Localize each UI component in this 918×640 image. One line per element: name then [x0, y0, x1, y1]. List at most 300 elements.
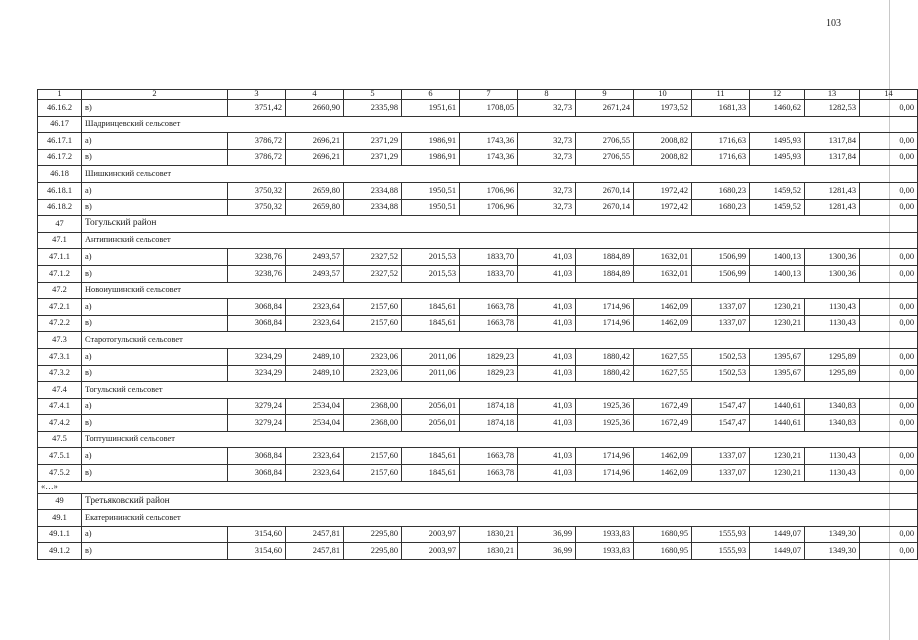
value-cell: 2323,64 [286, 465, 344, 482]
value-cell: 32,73 [518, 199, 576, 216]
row-label: а) [82, 526, 228, 543]
value-cell: 3068,84 [228, 465, 286, 482]
value-cell: 2493,57 [286, 265, 344, 282]
value-cell: 2696,21 [286, 133, 344, 150]
value-cell: 1300,36 [805, 249, 860, 266]
value-cell: 1680,23 [692, 182, 750, 199]
value-cell: 2056,01 [402, 415, 460, 432]
value-cell: 1295,89 [805, 365, 860, 382]
value-cell: 2157,60 [344, 465, 402, 482]
row-label: в) [82, 199, 228, 216]
row-label: в) [82, 265, 228, 282]
row-code: 47.4.1 [38, 398, 82, 415]
value-cell: 2008,82 [634, 149, 692, 166]
row-code: 49.1 [38, 510, 82, 527]
table-row [38, 199, 918, 216]
row-code: 46.17.2 [38, 149, 82, 166]
value-cell: 1925,36 [576, 398, 634, 415]
table-row [38, 182, 918, 199]
row-code: 46.18 [38, 166, 82, 183]
value-cell: 1130,43 [805, 465, 860, 482]
value-cell: 1506,99 [692, 265, 750, 282]
value-cell: 2334,88 [344, 182, 402, 199]
value-cell: 2671,24 [576, 100, 634, 117]
value-cell: 3279,24 [228, 398, 286, 415]
value-cell: 0,00 [860, 465, 918, 482]
value-cell: 2659,80 [286, 199, 344, 216]
value-cell: 1716,63 [692, 149, 750, 166]
value-cell: 1874,18 [460, 415, 518, 432]
value-cell: 1627,55 [634, 348, 692, 365]
table-row [38, 265, 918, 282]
value-cell: 0,00 [860, 398, 918, 415]
value-cell: 2457,81 [286, 526, 344, 543]
value-cell: 1337,07 [692, 299, 750, 316]
row-label: в) [82, 465, 228, 482]
value-cell: 1440,61 [750, 415, 805, 432]
row-label: в) [82, 100, 228, 117]
value-cell: 2670,14 [576, 199, 634, 216]
value-cell: 1973,52 [634, 100, 692, 117]
value-cell: 2157,60 [344, 315, 402, 332]
value-cell: 3068,84 [228, 315, 286, 332]
value-cell: 1880,42 [576, 365, 634, 382]
header-cell: 11 [692, 90, 750, 100]
header-cell: 1 [38, 90, 82, 100]
ellipsis-row [38, 481, 918, 493]
value-cell: 1627,55 [634, 365, 692, 382]
section-row [38, 510, 918, 527]
value-cell: 1230,21 [750, 299, 805, 316]
header-cell: 3 [228, 90, 286, 100]
value-cell: 1502,53 [692, 365, 750, 382]
value-cell: 0,00 [860, 448, 918, 465]
value-cell: 1830,21 [460, 543, 518, 560]
value-cell: 32,73 [518, 100, 576, 117]
value-cell: 1502,53 [692, 348, 750, 365]
value-cell: 1933,83 [576, 543, 634, 560]
row-code: 47.3.2 [38, 365, 82, 382]
value-cell: 1829,23 [460, 365, 518, 382]
value-cell: 2670,14 [576, 182, 634, 199]
row-code: 47.1.1 [38, 249, 82, 266]
value-cell: 41,03 [518, 365, 576, 382]
value-cell: 0,00 [860, 100, 918, 117]
value-cell: 1663,78 [460, 448, 518, 465]
value-cell: 3238,76 [228, 249, 286, 266]
table-row [38, 133, 918, 150]
value-cell: 3234,29 [228, 348, 286, 365]
value-cell: 0,00 [860, 299, 918, 316]
value-cell: 1829,23 [460, 348, 518, 365]
table-row [38, 398, 918, 415]
value-cell: 2706,55 [576, 149, 634, 166]
value-cell: 0,00 [860, 149, 918, 166]
value-cell: 1933,83 [576, 526, 634, 543]
table-row [38, 149, 918, 166]
value-cell: 1663,78 [460, 315, 518, 332]
value-cell: 2295,80 [344, 543, 402, 560]
value-cell: 41,03 [518, 398, 576, 415]
header-cell: 5 [344, 90, 402, 100]
value-cell: 2003,97 [402, 543, 460, 560]
value-cell: 2489,10 [286, 348, 344, 365]
header-cell: 4 [286, 90, 344, 100]
value-cell: 1986,91 [402, 133, 460, 150]
value-cell: 2371,29 [344, 133, 402, 150]
value-cell: 1845,61 [402, 315, 460, 332]
value-cell: 1337,07 [692, 448, 750, 465]
row-code: 47.1.2 [38, 265, 82, 282]
value-cell: 3786,72 [228, 149, 286, 166]
value-cell: 1830,21 [460, 526, 518, 543]
value-cell: 1460,62 [750, 100, 805, 117]
header-cell: 8 [518, 90, 576, 100]
value-cell: 41,03 [518, 315, 576, 332]
district-row [38, 216, 918, 233]
value-cell: 0,00 [860, 182, 918, 199]
row-label: а) [82, 348, 228, 365]
row-label: а) [82, 398, 228, 415]
value-cell: 1884,89 [576, 249, 634, 266]
row-label: в) [82, 415, 228, 432]
table-row [38, 448, 918, 465]
header-cell: 13 [805, 90, 860, 100]
value-cell: 1925,36 [576, 415, 634, 432]
value-cell: 1845,61 [402, 448, 460, 465]
value-cell: 2323,64 [286, 448, 344, 465]
header-cell: 10 [634, 90, 692, 100]
value-cell: 1672,49 [634, 398, 692, 415]
value-cell: 1708,05 [460, 100, 518, 117]
section-name: Екатерининский сельсовет [82, 510, 918, 527]
section-name: Шадринцевский сельсовет [82, 116, 918, 133]
value-cell: 3154,60 [228, 526, 286, 543]
value-cell: 3279,24 [228, 415, 286, 432]
row-code: 47.5.1 [38, 448, 82, 465]
value-cell: 2696,21 [286, 149, 344, 166]
value-cell: 3750,32 [228, 182, 286, 199]
value-cell: 1706,96 [460, 199, 518, 216]
value-cell: 1972,42 [634, 182, 692, 199]
value-cell: 1743,36 [460, 149, 518, 166]
section-name: Тогульский сельсовет [82, 382, 918, 399]
value-cell: 1950,51 [402, 199, 460, 216]
value-cell: 1130,43 [805, 448, 860, 465]
value-cell: 1833,70 [460, 249, 518, 266]
value-cell: 2534,04 [286, 398, 344, 415]
table-row [38, 249, 918, 266]
header-cell: 12 [750, 90, 805, 100]
value-cell: 36,99 [518, 526, 576, 543]
value-cell: 2015,53 [402, 249, 460, 266]
value-cell: 1743,36 [460, 133, 518, 150]
header-cell: 14 [860, 90, 918, 100]
value-cell: 2056,01 [402, 398, 460, 415]
page-number: 103 [826, 18, 841, 29]
row-code: 46.18.2 [38, 199, 82, 216]
value-cell: 3154,60 [228, 543, 286, 560]
value-cell: 1884,89 [576, 265, 634, 282]
value-cell: 1281,43 [805, 199, 860, 216]
section-name: Старотогульский сельсовет [82, 332, 918, 349]
value-cell: 1547,47 [692, 398, 750, 415]
value-cell: 3068,84 [228, 448, 286, 465]
value-cell: 2157,60 [344, 448, 402, 465]
value-cell: 1681,33 [692, 100, 750, 117]
value-cell: 2327,52 [344, 249, 402, 266]
row-code: 46.17 [38, 116, 82, 133]
table-row [38, 100, 918, 117]
section-name: Шишкинский сельсовет [82, 166, 918, 183]
value-cell: 1663,78 [460, 465, 518, 482]
value-cell: 32,73 [518, 149, 576, 166]
row-code: 49.1.2 [38, 543, 82, 560]
value-cell: 1130,43 [805, 315, 860, 332]
value-cell: 1462,09 [634, 465, 692, 482]
value-cell: 1459,52 [750, 199, 805, 216]
value-cell: 1300,36 [805, 265, 860, 282]
section-name: Топтушинский сельсовет [82, 431, 918, 448]
value-cell: 1555,93 [692, 543, 750, 560]
value-cell: 2457,81 [286, 543, 344, 560]
section-row [38, 431, 918, 448]
row-code: 46.18.1 [38, 182, 82, 199]
value-cell: 0,00 [860, 315, 918, 332]
section-row [38, 332, 918, 349]
value-cell: 0,00 [860, 199, 918, 216]
value-cell: 1440,61 [750, 398, 805, 415]
value-cell: 2660,90 [286, 100, 344, 117]
value-cell: 1337,07 [692, 465, 750, 482]
header-row [38, 90, 918, 100]
value-cell: 1972,42 [634, 199, 692, 216]
section-row [38, 382, 918, 399]
table-row [38, 526, 918, 543]
value-cell: 1950,51 [402, 182, 460, 199]
value-cell: 1680,23 [692, 199, 750, 216]
value-cell: 36,99 [518, 543, 576, 560]
value-cell: 3234,29 [228, 365, 286, 382]
row-code: 47.1 [38, 232, 82, 249]
value-cell: 41,03 [518, 348, 576, 365]
value-cell: 2157,60 [344, 299, 402, 316]
row-label: а) [82, 133, 228, 150]
table-body [38, 90, 918, 560]
value-cell: 1459,52 [750, 182, 805, 199]
value-cell: 1130,43 [805, 299, 860, 316]
table-row [38, 315, 918, 332]
ellipsis-text: «…» [38, 481, 918, 493]
value-cell: 1462,09 [634, 315, 692, 332]
value-cell: 1714,96 [576, 448, 634, 465]
table-row [38, 365, 918, 382]
value-cell: 1230,21 [750, 315, 805, 332]
value-cell: 1395,67 [750, 365, 805, 382]
row-code: 49.1.1 [38, 526, 82, 543]
value-cell: 2534,04 [286, 415, 344, 432]
value-cell: 1663,78 [460, 299, 518, 316]
row-code: 47.4.2 [38, 415, 82, 432]
value-cell: 2368,00 [344, 398, 402, 415]
table-row [38, 299, 918, 316]
row-label: в) [82, 365, 228, 382]
row-code: 49 [38, 493, 82, 510]
value-cell: 1706,96 [460, 182, 518, 199]
value-cell: 1680,95 [634, 543, 692, 560]
value-cell: 41,03 [518, 265, 576, 282]
district-row [38, 493, 918, 510]
value-cell: 1632,01 [634, 249, 692, 266]
value-cell: 41,03 [518, 415, 576, 432]
value-cell: 1495,93 [750, 133, 805, 150]
row-code: 47.4 [38, 382, 82, 399]
row-label: в) [82, 543, 228, 560]
value-cell: 1672,49 [634, 415, 692, 432]
value-cell: 0,00 [860, 365, 918, 382]
header-cell: 7 [460, 90, 518, 100]
row-label: а) [82, 448, 228, 465]
value-cell: 0,00 [860, 133, 918, 150]
value-cell: 1295,89 [805, 348, 860, 365]
value-cell: 3238,76 [228, 265, 286, 282]
row-label: в) [82, 315, 228, 332]
row-label: в) [82, 149, 228, 166]
row-label: а) [82, 249, 228, 266]
row-label: а) [82, 182, 228, 199]
value-cell: 0,00 [860, 265, 918, 282]
section-name: Антипинский сельсовет [82, 232, 918, 249]
value-cell: 1680,95 [634, 526, 692, 543]
value-cell: 41,03 [518, 249, 576, 266]
value-cell: 1281,43 [805, 182, 860, 199]
value-cell: 1230,21 [750, 448, 805, 465]
value-cell: 32,73 [518, 133, 576, 150]
value-cell: 0,00 [860, 526, 918, 543]
value-cell: 3068,84 [228, 299, 286, 316]
value-cell: 2371,29 [344, 149, 402, 166]
value-cell: 1340,83 [805, 398, 860, 415]
table-row [38, 465, 918, 482]
value-cell: 0,00 [860, 249, 918, 266]
row-code: 47.2 [38, 282, 82, 299]
value-cell: 3750,32 [228, 199, 286, 216]
value-cell: 2334,88 [344, 199, 402, 216]
value-cell: 2323,06 [344, 348, 402, 365]
value-cell: 0,00 [860, 543, 918, 560]
row-code: 47.2.1 [38, 299, 82, 316]
row-code: 47.2.2 [38, 315, 82, 332]
value-cell: 1833,70 [460, 265, 518, 282]
value-cell: 1400,13 [750, 249, 805, 266]
value-cell: 1395,67 [750, 348, 805, 365]
section-row [38, 166, 918, 183]
row-code: 47.3 [38, 332, 82, 349]
value-cell: 2008,82 [634, 133, 692, 150]
row-label: а) [82, 299, 228, 316]
row-code: 47.5 [38, 431, 82, 448]
value-cell: 2327,52 [344, 265, 402, 282]
header-cell: 9 [576, 90, 634, 100]
section-name: Новоиушинский сельсовет [82, 282, 918, 299]
value-cell: 1349,30 [805, 526, 860, 543]
value-cell: 1555,93 [692, 526, 750, 543]
value-cell: 2489,10 [286, 365, 344, 382]
value-cell: 2659,80 [286, 182, 344, 199]
value-cell: 2323,64 [286, 315, 344, 332]
table-row [38, 415, 918, 432]
value-cell: 1880,42 [576, 348, 634, 365]
value-cell: 2011,06 [402, 348, 460, 365]
section-row [38, 116, 918, 133]
header-cell: 6 [402, 90, 460, 100]
value-cell: 1845,61 [402, 465, 460, 482]
value-cell: 1317,84 [805, 133, 860, 150]
district-name: Третьяковский район [82, 493, 918, 510]
value-cell: 2493,57 [286, 249, 344, 266]
value-cell: 2015,53 [402, 265, 460, 282]
value-cell: 0,00 [860, 415, 918, 432]
row-code: 47.5.2 [38, 465, 82, 482]
value-cell: 1951,61 [402, 100, 460, 117]
header-cell: 2 [82, 90, 228, 100]
value-cell: 1986,91 [402, 149, 460, 166]
value-cell: 1230,21 [750, 465, 805, 482]
value-cell: 1716,63 [692, 133, 750, 150]
value-cell: 2323,06 [344, 365, 402, 382]
value-cell: 1317,84 [805, 149, 860, 166]
value-cell: 1349,30 [805, 543, 860, 560]
row-code: 46.16.2 [38, 100, 82, 117]
value-cell: 2368,00 [344, 415, 402, 432]
table-row [38, 348, 918, 365]
value-cell: 2295,80 [344, 526, 402, 543]
value-cell: 3786,72 [228, 133, 286, 150]
value-cell: 1714,96 [576, 465, 634, 482]
value-cell: 3751,42 [228, 100, 286, 117]
value-cell: 1337,07 [692, 315, 750, 332]
value-cell: 2335,98 [344, 100, 402, 117]
value-cell: 1714,96 [576, 315, 634, 332]
value-cell: 1714,96 [576, 299, 634, 316]
value-cell: 1449,07 [750, 543, 805, 560]
value-cell: 1400,13 [750, 265, 805, 282]
district-name: Тогульский район [82, 216, 918, 233]
value-cell: 1449,07 [750, 526, 805, 543]
row-code: 47 [38, 216, 82, 233]
value-cell: 2003,97 [402, 526, 460, 543]
value-cell: 0,00 [860, 348, 918, 365]
value-cell: 1495,93 [750, 149, 805, 166]
section-row [38, 232, 918, 249]
value-cell: 1874,18 [460, 398, 518, 415]
value-cell: 41,03 [518, 448, 576, 465]
value-cell: 1632,01 [634, 265, 692, 282]
tariff-table [37, 89, 918, 560]
row-code: 46.17.1 [38, 133, 82, 150]
value-cell: 1462,09 [634, 448, 692, 465]
row-code: 47.3.1 [38, 348, 82, 365]
value-cell: 2323,64 [286, 299, 344, 316]
value-cell: 32,73 [518, 182, 576, 199]
table-row [38, 543, 918, 560]
value-cell: 1547,47 [692, 415, 750, 432]
value-cell: 2706,55 [576, 133, 634, 150]
value-cell: 1282,53 [805, 100, 860, 117]
value-cell: 1845,61 [402, 299, 460, 316]
section-row [38, 282, 918, 299]
value-cell: 1506,99 [692, 249, 750, 266]
